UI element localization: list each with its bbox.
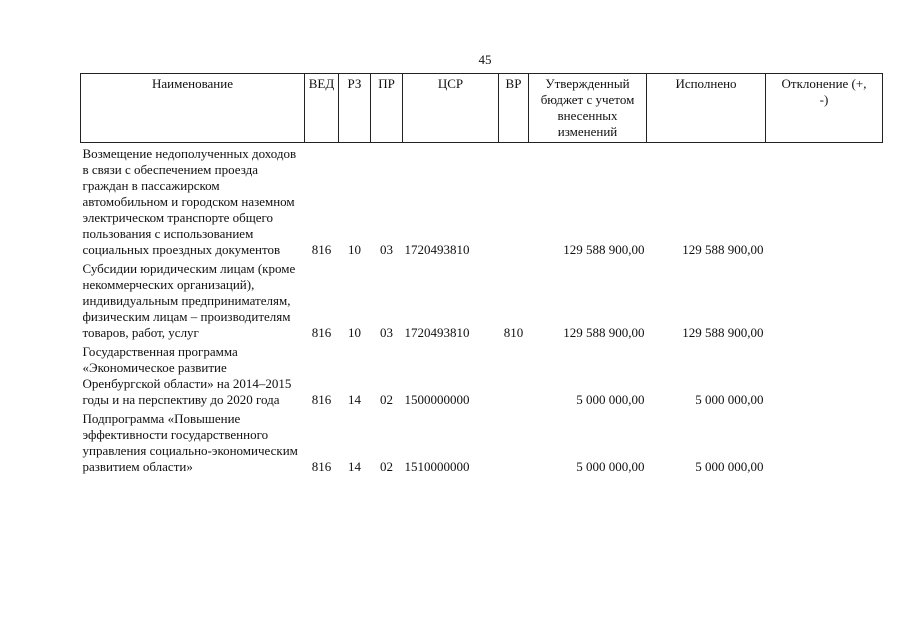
row-rz: 14: [348, 459, 361, 474]
row-approved: 129 588 900,00: [563, 242, 645, 257]
header-name: Наименование: [81, 74, 305, 143]
row-csr: 1720493810: [404, 242, 470, 257]
row-rz: 10: [348, 242, 361, 257]
row-ved: 816: [311, 325, 332, 340]
row-rz: 14: [348, 392, 361, 407]
header-executed: Исполнено: [647, 74, 766, 143]
table-row: [81, 341, 883, 408]
header-ved: ВЕД: [305, 74, 339, 143]
row-pr: 03: [380, 325, 393, 340]
row-vr: [499, 341, 529, 408]
row-name: Государственная программа «Экономическое развитие Оренбургской области» на 2014–2015 годы и на перспективу до 2020 года: [82, 344, 292, 407]
table-row: [81, 258, 883, 341]
row-vr: [499, 143, 529, 259]
row-deviation: [766, 341, 883, 408]
table-row: [81, 143, 883, 259]
row-executed: 5 000 000,00: [695, 392, 764, 407]
header-deviation: Отклонение (+, -): [766, 74, 883, 143]
row-executed: 129 588 900,00: [682, 325, 764, 340]
row-deviation: [766, 258, 883, 341]
header-vr: ВР: [499, 74, 529, 143]
row-ved: 816: [311, 242, 332, 257]
row-pr: 02: [380, 459, 393, 474]
row-pr: 03: [380, 242, 393, 257]
row-csr: 1500000000: [404, 392, 470, 407]
row-deviation: [766, 143, 883, 259]
row-approved: 5 000 000,00: [576, 392, 645, 407]
row-deviation: [766, 408, 883, 475]
row-name: Возмещение недополученных доходов в связи с обеспечением проезда граждан в пассажирском автомобильном и городском наземном электрическом транспорте общего пользования с использованием социальных проездных документов: [82, 146, 297, 257]
row-name: Подпрограмма «Повышение эффективности государственного управления социально-экономическим развитием области»: [82, 411, 298, 474]
row-csr: 1510000000: [404, 459, 470, 474]
table-row: [81, 408, 883, 475]
header-pr: ПР: [371, 74, 403, 143]
row-name: Субсидии юридическим лицам (кроме некоммерческих организаций), индивидуальным предпринимателям, физическим лицам – производителям товаров, работ, услуг: [82, 261, 296, 340]
row-vr: [499, 408, 529, 475]
row-ved: 816: [311, 459, 332, 474]
row-executed: 129 588 900,00: [682, 242, 764, 257]
budget-table: [80, 73, 883, 475]
row-executed: 5 000 000,00: [695, 459, 764, 474]
header-rz: РЗ: [339, 74, 371, 143]
row-rz: 10: [348, 325, 361, 340]
header-approved: Утвержденный бюджет с учетом внесенных изменений: [529, 74, 647, 143]
row-ved: 816: [311, 392, 332, 407]
row-vr: 810: [503, 325, 524, 340]
table-header-row: [81, 74, 883, 143]
row-approved: 5 000 000,00: [576, 459, 645, 474]
row-pr: 02: [380, 392, 393, 407]
row-approved: 129 588 900,00: [563, 325, 645, 340]
header-csr: ЦСР: [403, 74, 499, 143]
row-csr: 1720493810: [404, 325, 470, 340]
page-number: 45: [478, 52, 492, 67]
